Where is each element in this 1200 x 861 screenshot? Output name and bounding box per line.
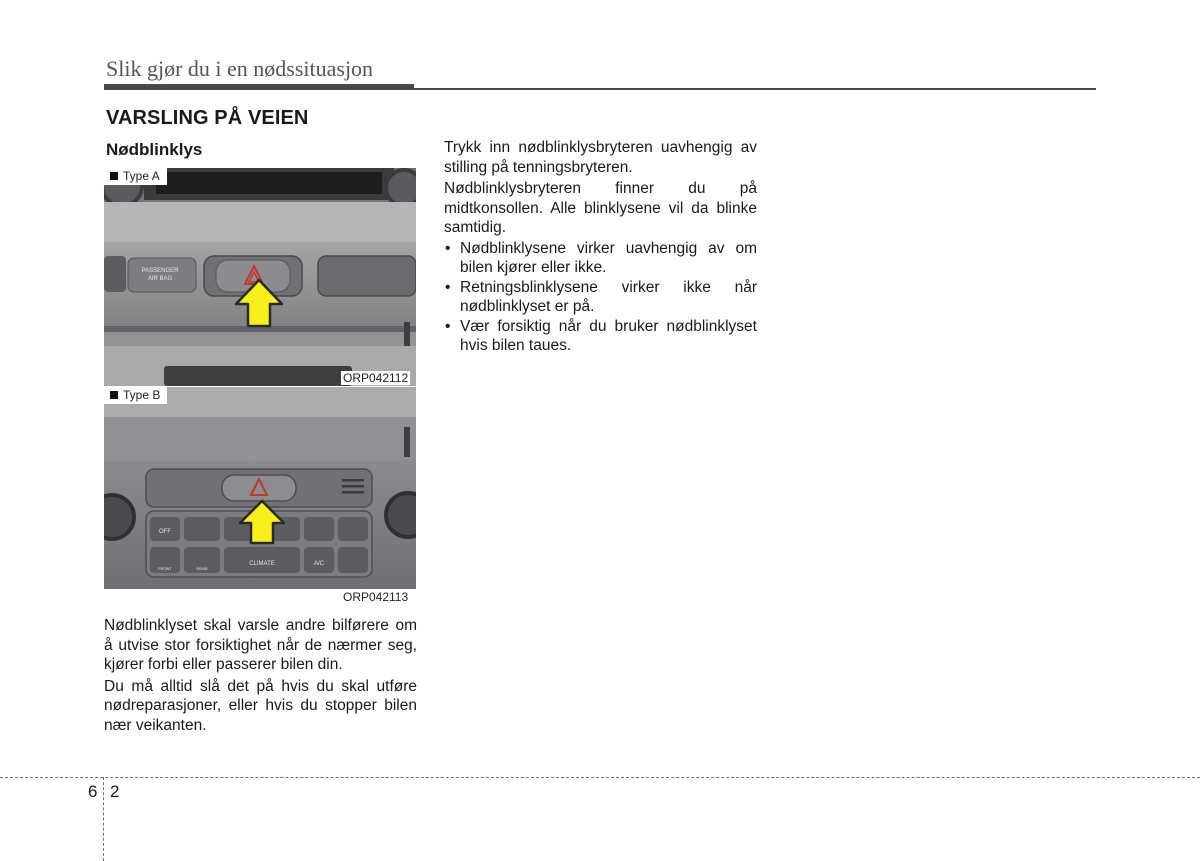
- type-a-label: Type A: [104, 168, 167, 185]
- passenger-airbag-label: PASSENGER: [141, 268, 179, 274]
- list-item: • Retningsblinklysene virker ikke når nødblinklyset er på.: [445, 278, 757, 315]
- bullet-icon: •: [445, 317, 451, 335]
- header-rule-dark: [104, 84, 414, 90]
- paragraph: Nødblinklyset skal varsle andre bilførere om å utvise stor forsiktighet når de nærmer seg, kjører forbi eller passerer bilen din.: [104, 617, 417, 673]
- footer-rule: [0, 777, 1200, 778]
- left-column-text: [104, 616, 417, 735]
- heading-main: VARSLING PÅ VEIEN: [106, 107, 309, 129]
- square-bullet-icon: [110, 172, 118, 180]
- bullet-icon: •: [445, 278, 451, 296]
- off-label: OFF: [159, 529, 171, 535]
- section-title: Slik gjør du i en nødssituasjon: [106, 56, 374, 81]
- svg-text:AIR BAG: AIR BAG: [147, 276, 173, 282]
- heading-sub: Nødblinklys: [106, 140, 203, 159]
- chapter-number: 6: [88, 782, 98, 801]
- footer-divider: [103, 777, 104, 861]
- figure-type-b: [104, 387, 416, 589]
- dashboard-photo-a: [104, 168, 416, 386]
- paragraph: Du må alltid slå det på hvis du skal utføre nødreparasjoner, eller hvis du stopper bilen nær veikanten.: [104, 677, 417, 734]
- dashboard-photo-b: [104, 387, 416, 589]
- rear-label: REAR: [196, 566, 208, 571]
- list-item: • Vær forsiktig når du bruker nødblinklyset hvis bilen taues.: [445, 317, 757, 354]
- image-code-b: ORP042113: [343, 590, 409, 604]
- bullet-list: [444, 239, 757, 356]
- ac-label: A/C: [313, 561, 325, 567]
- climate-label: CLIMATE: [249, 561, 275, 567]
- figure-type-a: [104, 168, 416, 386]
- header-rule-thin: [414, 88, 1096, 90]
- square-bullet-icon: [110, 391, 118, 399]
- paragraph: Nødblinklysbryteren finner du på midtkonsollen. Alle blinklysene vil da blinke samtidig.: [444, 180, 757, 236]
- page-number: 2: [110, 782, 120, 801]
- right-column-text: [444, 138, 757, 356]
- list-item: • Nødblinklysene virker uavhengig av om bilen kjører eller ikke.: [445, 239, 757, 276]
- front-label: FRONT: [158, 566, 172, 571]
- image-code-a: ORP042112: [343, 371, 409, 385]
- bullet-icon: •: [445, 239, 451, 257]
- paragraph: Trykk inn nødblinklysbryteren uavhengig av stilling på tenningsbryteren.: [444, 139, 757, 176]
- type-b-label: Type B: [104, 387, 167, 404]
